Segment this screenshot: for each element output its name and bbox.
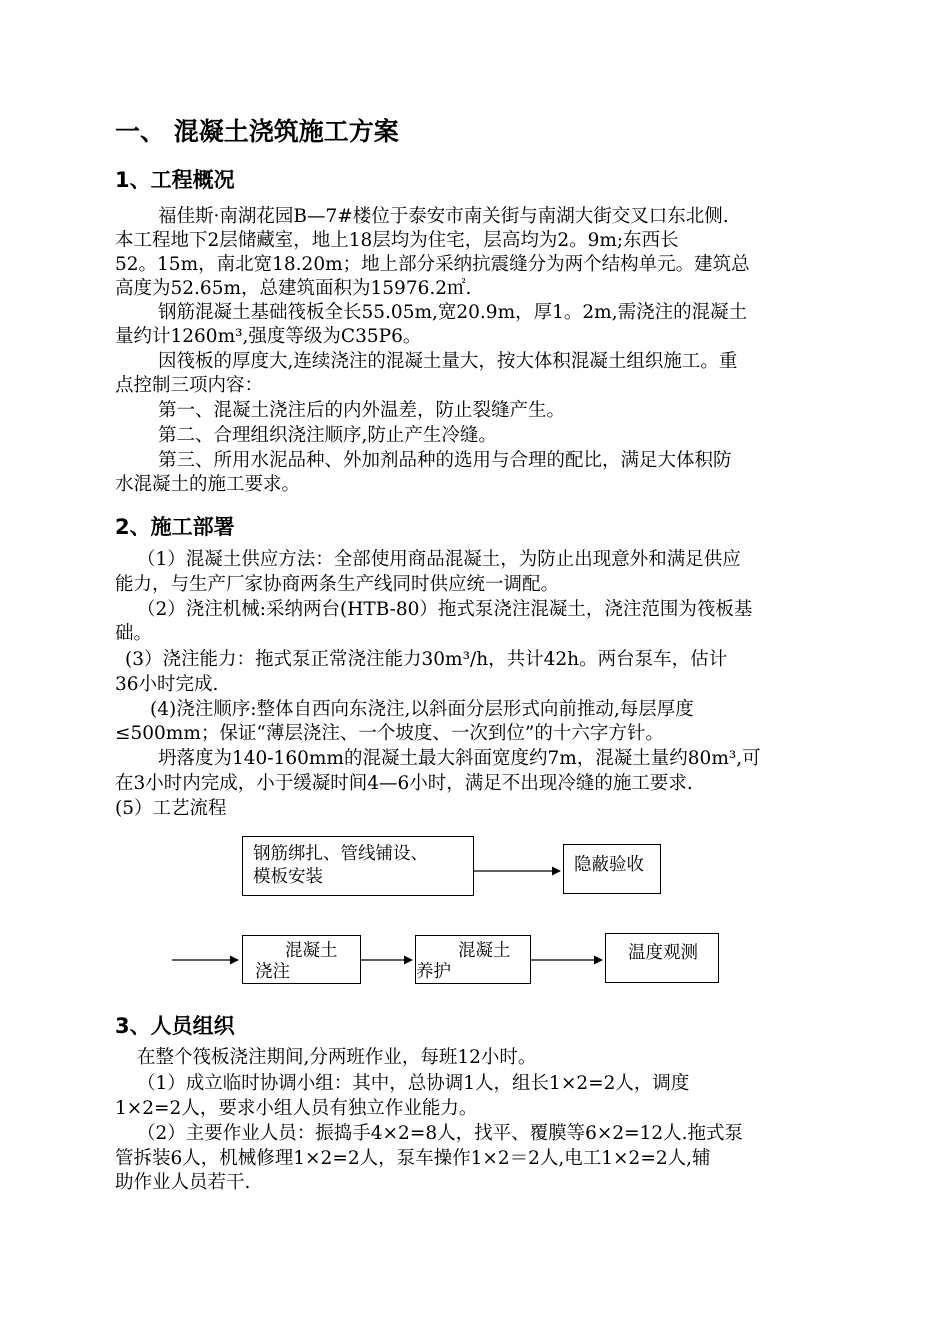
paragraph-line: 管拆装6人，机械修理1×2=2人，泵车操作1×2＝2人,电工1×2=2人,辅 — [115, 1148, 711, 1169]
section-heading-personnel: 3、人员组织 — [115, 1014, 235, 1038]
paragraph-line: （1）混凝土供应方法：全部使用商品混凝土，为防止出现意外和满足供应 — [137, 549, 741, 570]
flow-box-text: 隐蔽验收 — [574, 855, 644, 875]
paragraph-line: 36小时完成. — [115, 674, 219, 695]
flow-box-temperature — [605, 933, 719, 983]
paragraph-line: 福佳斯·南湖花园B—7#楼位于泰安市南关街与南湖大街交叉口东北侧. — [158, 206, 729, 227]
paragraph-line: 助作业人员若干. — [115, 1172, 251, 1193]
paragraph-line: （2）主要作业人员：振捣手4×2=8人，找平、覆膜等6×2=12人.拖式泵 — [137, 1123, 744, 1144]
flow-box-text: 混凝土 — [285, 941, 338, 961]
flow-box-inspection — [563, 844, 661, 894]
section-heading-deployment: 2、施工部署 — [115, 515, 235, 539]
paragraph-line: 第二、合理组织浇注顺序,防止产生冷缝。 — [158, 425, 497, 446]
flow-box-rebar — [242, 836, 474, 896]
paragraph-line: （1）成立临时协调小组：其中，总协调1人，组长1×2=2人，调度 — [137, 1073, 690, 1094]
paragraph-line: （2）浇注机械:采纳两台(HTB-80）拖式泵浇注混凝土，浇注范围为筏板基 — [137, 599, 753, 620]
flow-box-curing — [415, 935, 531, 984]
paragraph-line: 坍落度为140-160mm的混凝土最大斜面宽度约7m，混凝土量约80m³,可 — [158, 748, 761, 769]
paragraph-line: 1×2=2人，要求小组人员有独立作业能力。 — [115, 1098, 478, 1119]
paragraph-line: 能力，与生产厂家协商两条生产线同时供应统一调配。 — [115, 574, 560, 595]
section-heading-overview: 1、工程概况 — [115, 168, 235, 192]
paragraph-line: 第三、所用水泥品种、外加剂品种的选用与合理的配比，满足大体积防 — [158, 450, 732, 471]
paragraph-line: (3）浇注能力：拖式泵正常浇注能力30m³/h，共计42h。两台泵车，估计 — [125, 649, 728, 670]
paragraph-line: 水混凝土的施工要求。 — [115, 474, 301, 495]
paragraph-line: ≤500mm；保证“薄层浇注、一个坡度、一次到位”的十六字方针。 — [115, 723, 664, 744]
paragraph-line: 因筏板的厚度大,连续浇注的混凝土量大，按大体积混凝土组织施工。重 — [158, 351, 738, 372]
paragraph-line: 点控制三项内容： — [115, 375, 264, 396]
paragraph-line: 高度为52.65m，总建筑面积为15976.2㎡. — [115, 278, 472, 299]
flow-box-text: 浇注 — [255, 962, 290, 982]
paragraph-line: (4)浇注顺序:整体自西向东浇注,以斜面分层形式向前推动,每层厚度 — [150, 699, 694, 720]
paragraph-line: 第一、混凝土浇注后的内外温差，防止裂缝产生。 — [158, 400, 566, 421]
paragraph-line: (5）工艺流程 — [115, 798, 227, 819]
flow-box-pouring — [242, 935, 361, 984]
paragraph-line: 础。 — [115, 623, 153, 644]
flow-box-text: 混凝土 — [458, 941, 511, 961]
flow-box-text: 钢筋绑扎、管线铺设、 — [253, 844, 428, 864]
flow-box-text: 养护 — [416, 962, 451, 982]
paragraph-line: 在整个筏板浇注期间,分两班作业，每班12小时。 — [137, 1047, 537, 1068]
flow-box-text: 模板安装 — [253, 867, 323, 887]
paragraph-line: 52。15m，南北宽18.20m；地上部分采纳抗震缝分为两个结构单元。建筑总 — [115, 254, 750, 275]
paragraph-line: 量约计1260m³,强度等级为C35P6。 — [115, 326, 422, 347]
page-title: 一、 混凝土浇筑施工方案 — [115, 117, 399, 146]
paragraph-line: 本工程地下2层储藏室，地上18层均为住宅，层高均为2。9m;东西长 — [115, 230, 679, 251]
paragraph-line: 钢筋混凝土基础筏板全长55.05m,宽20.9m，厚1。2m,需浇注的混凝土 — [158, 302, 748, 323]
flow-box-text: 温度观测 — [628, 943, 698, 963]
paragraph-line: 在3小时内完成，小于缓凝时间4—6小时，满足不出现冷缝的施工要求. — [115, 773, 693, 794]
